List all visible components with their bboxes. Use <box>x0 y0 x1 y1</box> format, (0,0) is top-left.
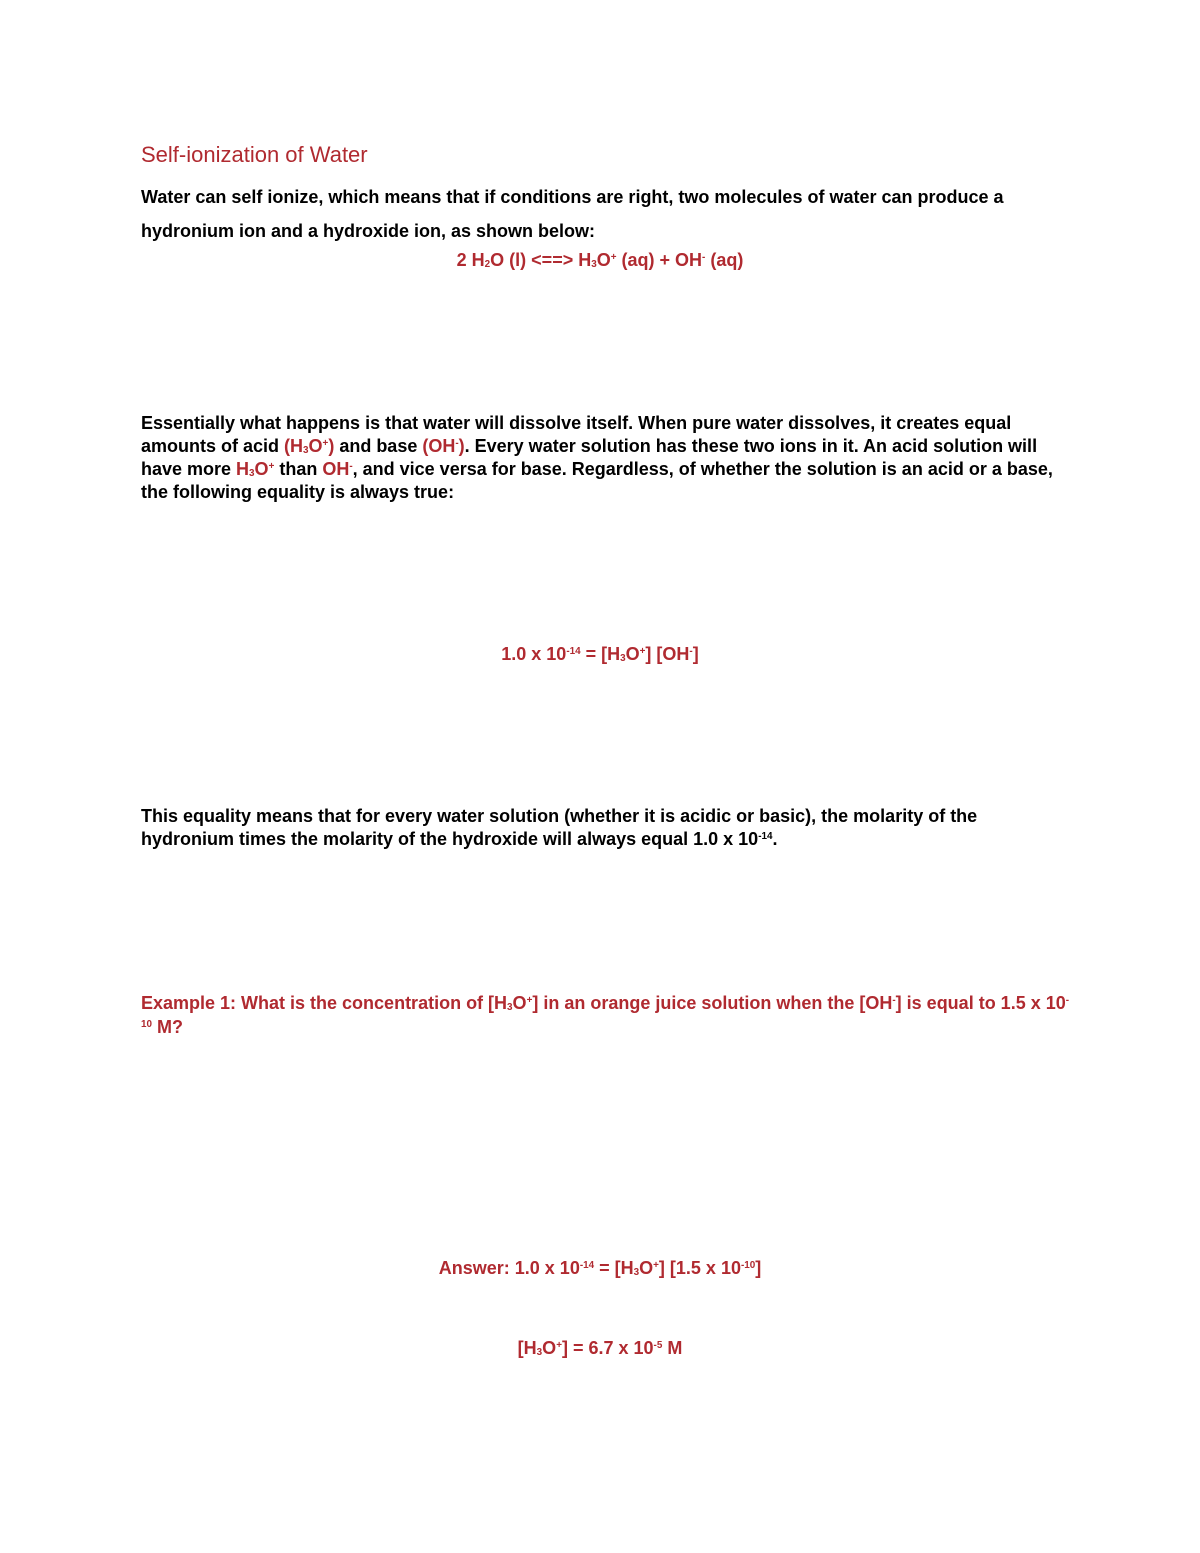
para2-acid-sup: + <box>322 437 329 449</box>
eq1-h3o-sub: 3 <box>591 259 597 271</box>
para2-oh-text: OH <box>322 459 350 479</box>
answer-e: ] <box>755 1258 762 1278</box>
example-sub: 3 <box>507 1002 513 1014</box>
para3-text: This equality means that for every water solution (whether it is acidic or basic), the molarity of the hydronium times the molarity of the hydroxide will always equal 1.0 x 10 <box>141 806 978 849</box>
para2-acid-o: O <box>308 436 323 456</box>
eq1-water-rest: O (l) <==> H <box>490 250 592 270</box>
result-plus: + <box>556 1339 562 1351</box>
result-b: O <box>542 1338 557 1358</box>
eq2-sub: 3 <box>620 653 626 665</box>
result-equation <box>0 1338 1200 1359</box>
eq2-c: O <box>625 644 640 664</box>
answer-equation <box>0 1258 1200 1279</box>
answer-plus: + <box>653 1259 659 1271</box>
eq1-coef: 2 H <box>456 250 485 270</box>
para3-exp: -14 <box>758 830 773 842</box>
example-d: ] is equal to 1.5 x 10 <box>895 993 1066 1013</box>
para2-acid <box>284 436 334 456</box>
answer-b: = [H <box>594 1258 634 1278</box>
eq2-b: = [H <box>580 644 621 664</box>
para2-acid-post: ) <box>328 436 335 456</box>
kw-equation <box>0 644 1200 665</box>
eq2-minus: - <box>689 645 693 657</box>
answer-d: ] [1.5 x 10 <box>658 1258 741 1278</box>
para2-oh-sup: - <box>349 460 353 472</box>
eq2-plus: + <box>639 645 646 657</box>
para2-h3o-h: H <box>236 459 250 479</box>
para2-h3o-sup: + <box>268 460 275 472</box>
para2-text-4: than <box>274 459 323 479</box>
para2-base-sup: - <box>455 437 459 449</box>
example-plus: + <box>526 994 533 1006</box>
result-sub: 3 <box>536 1347 543 1359</box>
answer-sub: 3 <box>633 1267 640 1279</box>
para2-text-3: . Every water solution has these two ions in it. An acid solution will have more <box>141 436 1038 479</box>
example-a: Example 1: What is the concentration of [H <box>141 993 508 1013</box>
answer-exp2: -10 <box>740 1259 756 1271</box>
result-a: [H <box>517 1338 537 1358</box>
result-c: ] = 6.7 x 10 <box>561 1338 654 1358</box>
example-exp: -10 <box>141 994 1070 1030</box>
eq2-a: 1.0 x 10 <box>501 644 567 664</box>
equality-paragraph <box>141 805 1071 851</box>
example-minus: - <box>892 994 896 1006</box>
intro-paragraph: Water can self ionize, which means that if conditions are right, two molecules of water can produce a hydronium ion and a hydroxide ion, as shown below: <box>141 187 1004 241</box>
example-c: ] in an orange juice solution when the [OH <box>532 993 893 1013</box>
para2-h3o-o: O <box>254 459 269 479</box>
eq1-end: (aq) <box>705 250 744 270</box>
result-exp: -5 <box>653 1339 663 1351</box>
para2-text-1: Essentially what happens is that water will dissolve itself. When pure water dissolves, it creates equal amounts of acid <box>141 413 1012 456</box>
eq1-mid: (aq) + OH <box>616 250 703 270</box>
para2-oh <box>322 459 352 479</box>
eq1-oh-charge: - <box>702 251 706 263</box>
explanation-paragraph <box>141 412 1071 504</box>
para2-acid-sub: 3 <box>303 445 309 457</box>
para2-base <box>422 436 464 456</box>
example-b: O <box>512 993 527 1013</box>
answer-exp1: -14 <box>579 1259 595 1271</box>
eq1-water-sub: 2 <box>484 259 491 271</box>
para2-base-post: ) <box>458 436 465 456</box>
eq1-h3o-o: O <box>596 250 611 270</box>
para2-acid-pre: (H <box>284 436 304 456</box>
result-d: M <box>662 1338 683 1358</box>
example-question <box>141 991 1071 1039</box>
eq1-h3o-charge: + <box>610 251 617 263</box>
para2-base-pre: (OH <box>422 436 456 456</box>
answer-a: Answer: 1.0 x 10 <box>438 1258 580 1278</box>
page-title: Self-ionization of Water <box>141 142 368 167</box>
para2-text-5: , and vice versa for base. Regardless, of whether the solution is an acid or a base, the following equality is always true: <box>141 459 1053 502</box>
example-e: M? <box>151 1017 183 1037</box>
eq2-d: ] [OH <box>645 644 690 664</box>
ionization-equation <box>0 250 1200 271</box>
eq2-exp: -14 <box>566 645 581 657</box>
para2-h3o-sub: 3 <box>249 468 255 480</box>
eq2-e: ] <box>692 644 699 664</box>
answer-c: O <box>639 1258 654 1278</box>
para2-h3o <box>236 459 274 479</box>
para2-text-2: and base <box>334 436 423 456</box>
para3-end: . <box>772 829 778 849</box>
